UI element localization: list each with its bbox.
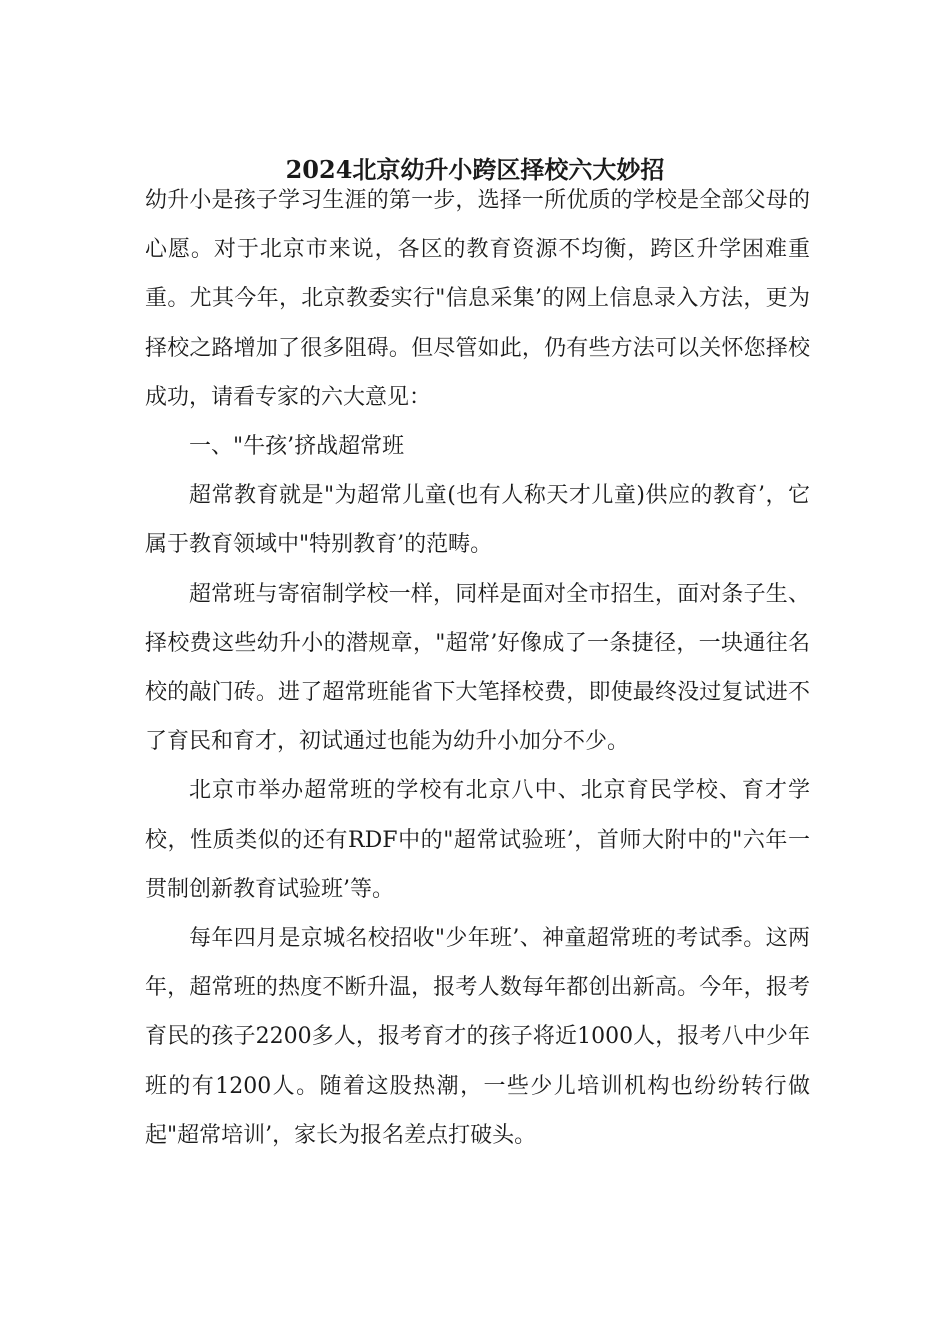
paragraph: 超常教育就是"为超常儿童(也有人称天才儿童)供应的教育’，它属于教育领域中"特别教育’的范畴。 (145, 483, 810, 558)
paragraph: 北京市举办超常班的学校有北京八中、北京育民学校、育才学校，性质类似的还有RDF中的"超常试验班’，首师大附中的"六年一贯制创新教育试验班’等。 (145, 778, 810, 902)
paragraph: 超常班与寄宿制学校一样，同样是面对全市招生，面对条子生、择校费这些幼升小的潜规章，"超常’好像成了一条捷径，一块通往名校的敲门砖。进了超常班能省下大笔择校费，即使最终没过复试进不了育民和育才，初试通过也能为幼升小加分不少。 (145, 581, 810, 755)
section-heading-1: 一、"牛孩’挤战超常班 (189, 434, 405, 460)
paragraph-intro: 幼升小是孩子学习生涯的第一步，选择一所优质的学校是全部父母的心愿。对于北京市来说，各区的教育资源不均衡，跨区升学困难重重。尤其今年，北京教委实行"信息采集’的网上信息录入方法，更为择校之路增加了很多阻碍。但尽管如此，仍有些方法可以关怀您择校成功，请看专家的六大意见： (145, 188, 810, 410)
document-title: 2024北京幼升小跨区择校六大妙招 (285, 155, 665, 185)
paragraph: 每年四月是京城名校招收"少年班’、神童超常班的考试季。这两年，超常班的热度不断升温，报考人数每年都创出新高。今年，报考育民的孩子2200多人，报考育才的孩子将近1000人，报考八中少年班的有1200人。随着这股热潮，一些少儿培训机构也纷纷转行做起"超常培训’，家长为报名差点打破头。 (145, 926, 810, 1148)
document-body (145, 176, 810, 1160)
